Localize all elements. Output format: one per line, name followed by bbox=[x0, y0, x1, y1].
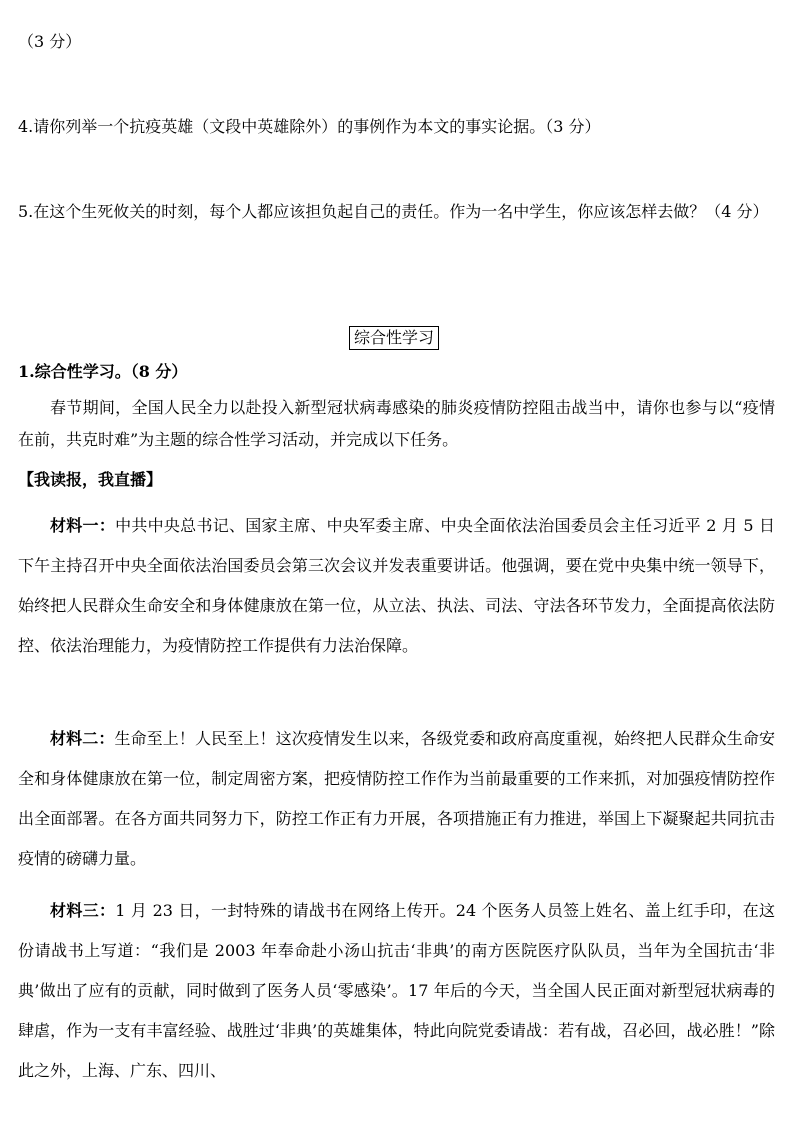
material-2-label: 材料二： bbox=[50, 729, 115, 748]
previous-question-score: （3 分） bbox=[18, 32, 82, 51]
material-1-label: 材料一： bbox=[50, 516, 116, 535]
section-title-box: 综合性学习 bbox=[349, 326, 439, 350]
subsection-heading: 【我读报，我直播】 bbox=[18, 470, 163, 489]
material-1 bbox=[18, 506, 775, 666]
question-5: 5.在这个生死攸关的时刻，每个人都应该担负起自己的责任。作为一名中学生，你应该怎样去做？（4 分） bbox=[18, 202, 769, 221]
material-2 bbox=[18, 719, 775, 879]
material-2-text: 生命至上！人民至上！这次疫情发生以来，各级党委和政府高度重视，始终把人民群众生命安全和身体健康放在第一位，制定周密方案，把疫情防控工作作为当前最重要的工作来抓，对加强疫情防控作出全面部署。在各方面共同努力下，防控工作正有力开展，各项措施正有力推进，举国上下凝聚起共同抗击疫情的磅礴力量。 bbox=[18, 729, 775, 868]
material-3 bbox=[18, 891, 775, 1091]
material-3-text: 1 月 23 日，一封特殊的请战书在网络上传开。24 个医务人员签上姓名、盖上红手印，在这份请战书上写道：“我们是 2003 年奉命赴小汤山抗击‘非典’的南方医院医疗队队员，当年为全国抗击‘非典’做出了应有的贡献，同时做到了医务人员‘零感染’。17 年后的今天，当全国人民正面对新型冠状病毒的肆虐，作为一支有丰富经验、战胜过‘非典’的英雄集体，特此向院党委请战：若有战，召必回，战必胜！”除此之外，上海、广东、四川、 bbox=[18, 901, 775, 1080]
material-1-text: 中共中央总书记、国家主席、中央军委主席、中央全面依法治国委员会主任习近平 2 月 5 日下午主持召开中央全面依法治国委员会第三次会议并发表重要讲话。他强调，要在党中央集中统一领导下，始终把人民群众生命安全和身体健康放在第一位，从立法、执法、司法、守法各环节发力，全面提高依法防控、依法治理能力，为疫情防控工作提供有力法治保障。 bbox=[18, 516, 775, 655]
question-4: 4.请你列举一个抗疫英雄（文段中英雄除外）的事例作为本文的事实论据。（3 分） bbox=[18, 117, 601, 136]
task-1-heading: 1.综合性学习。（8 分） bbox=[18, 362, 188, 381]
material-3-label: 材料三： bbox=[50, 901, 116, 920]
task-1-intro: 春节期间，全国人民全力以赴投入新型冠状病毒感染的肺炎疫情防控阻击战当中，请你也参与以“疫情在前，共克时难”为主题的综合性学习活动，并完成以下任务。 bbox=[18, 398, 775, 449]
